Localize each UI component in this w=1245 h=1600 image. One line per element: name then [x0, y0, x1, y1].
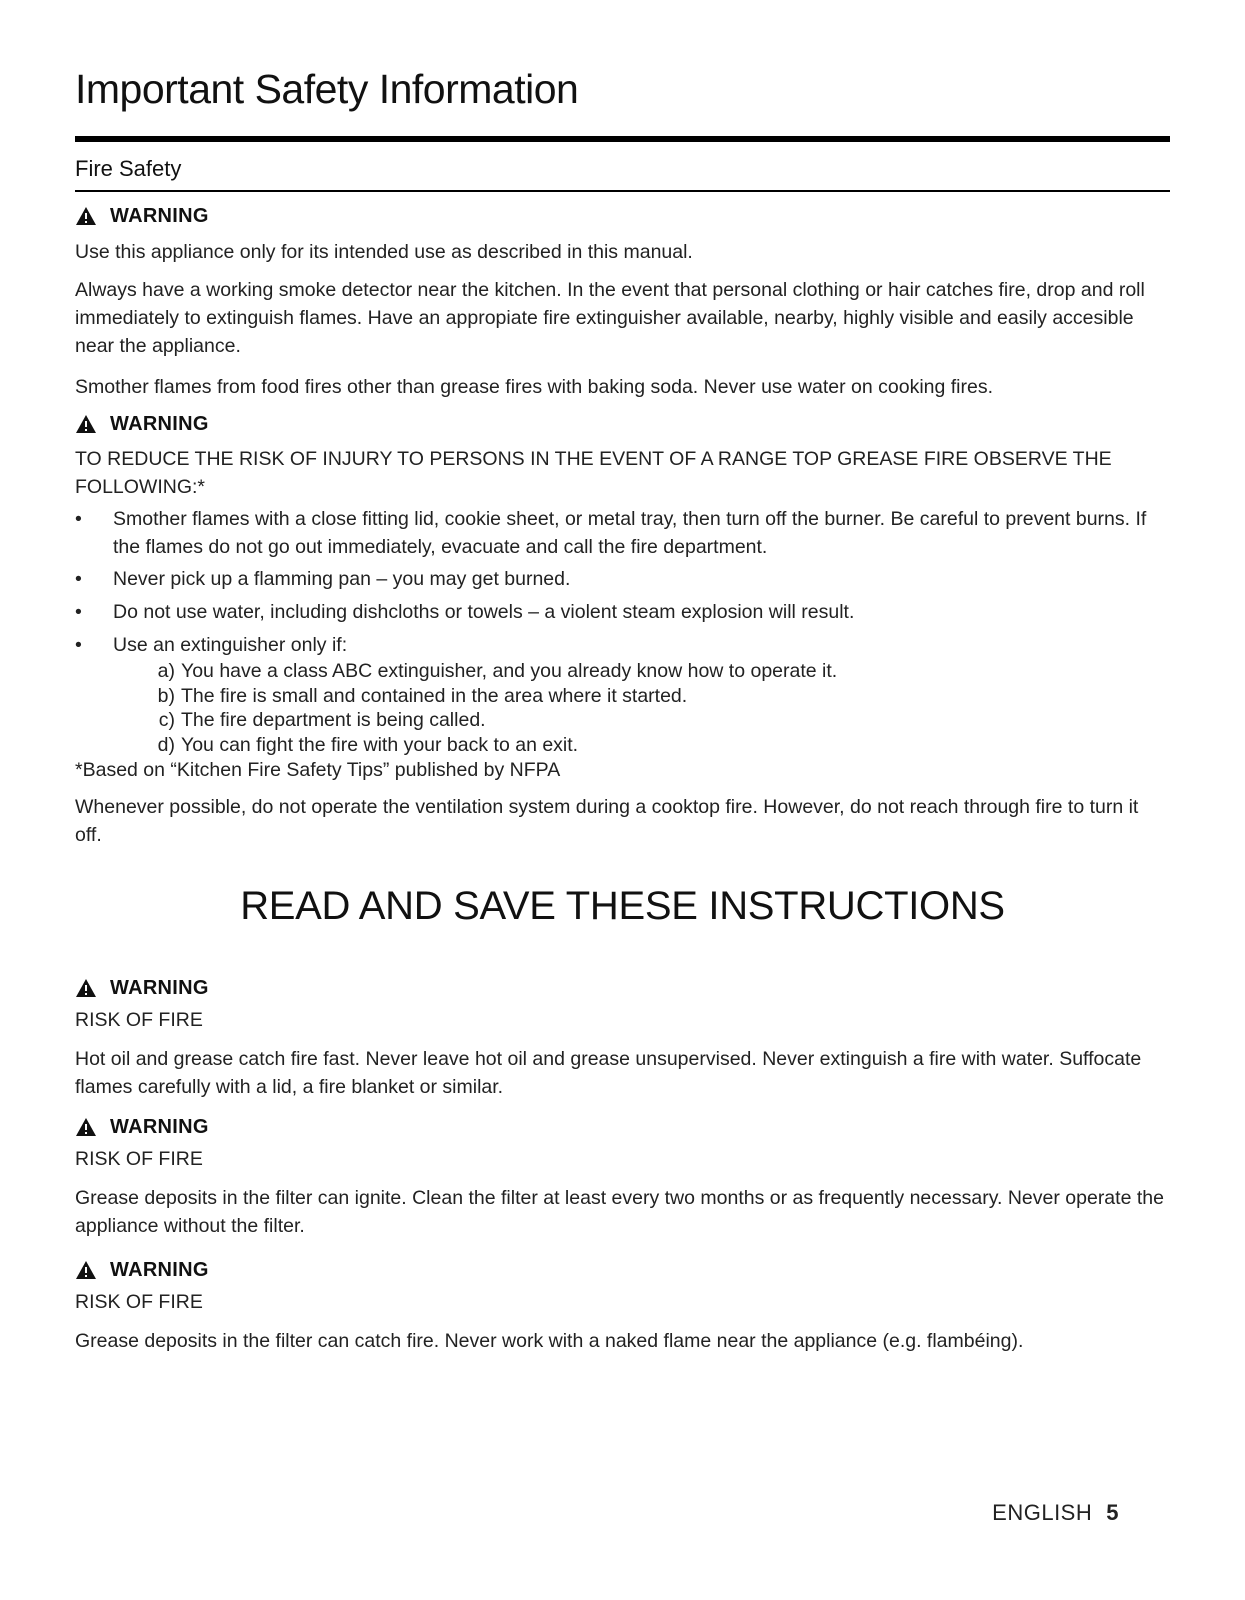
- list-item: • Use an extinguisher only if:: [75, 631, 1170, 659]
- paragraph: Grease deposits in the filter can catch fire. Never work with a naked flame near the appliance (e.g. flambéing).: [75, 1330, 1024, 1352]
- warning-triangle-icon: [75, 1117, 97, 1137]
- warning-intro: TO REDUCE THE RISK OF INJURY TO PERSONS IN THE EVENT OF A RANGE TOP GREASE FIRE OBSERVE THE FOLLOWING:*: [75, 448, 1112, 498]
- paragraph: Grease deposits in the filter can ignite. Clean the filter at least every two months or as frequently necessary. Never operate the appliance without the filter.: [75, 1187, 1164, 1237]
- risk-label: RISK OF FIRE: [75, 1291, 203, 1313]
- sub-list: [75, 659, 1170, 757]
- warning-triangle-icon: [75, 1260, 97, 1280]
- warning-block-3: [75, 976, 1170, 1101]
- page-title: Important Safety Information: [75, 66, 579, 112]
- warning-heading: [75, 1115, 1170, 1139]
- sub-list-text: You can fight the fire with your back to an exit.: [181, 733, 579, 756]
- risk-label: RISK OF FIRE: [75, 1009, 203, 1031]
- warning-label: WARNING: [110, 204, 209, 227]
- sub-list-item: [75, 659, 1170, 684]
- sub-list-item: [75, 684, 1170, 709]
- footer-language: ENGLISH: [992, 1500, 1093, 1525]
- bullet-list: [75, 505, 1170, 659]
- warning-heading: [75, 412, 1170, 436]
- warning-block-1: [75, 204, 1170, 401]
- section-divider: [75, 190, 1170, 192]
- page-number: 5: [1106, 1500, 1119, 1525]
- warning-label: WARNING: [110, 412, 209, 435]
- read-save-heading: READ AND SAVE THESE INSTRUCTIONS: [240, 884, 1005, 928]
- warning-heading: [75, 204, 1170, 228]
- warning-label: WARNING: [110, 1258, 209, 1281]
- risk-label: RISK OF FIRE: [75, 1148, 203, 1170]
- sub-list-text: The fire department is being called.: [181, 709, 486, 731]
- warning-block-4: [75, 1115, 1170, 1240]
- warning-label: WARNING: [110, 1115, 209, 1138]
- sub-list-key: a): [157, 660, 175, 682]
- title-divider: [75, 136, 1170, 142]
- warning-label: WARNING: [110, 976, 209, 999]
- sub-list-item: [75, 733, 1170, 758]
- warning-heading: [75, 976, 1170, 1000]
- sub-list-key: c): [158, 709, 175, 731]
- list-item: • Smother flames with a close fitting lid, cookie sheet, or metal tray, then turn off the burner. Be careful to prevent burns. If the flames do not go out immediately, evacuate and call the fire department.: [75, 505, 1170, 561]
- list-item: • Do not use water, including dishcloths or towels – a violent steam explosion will result.: [75, 598, 1170, 626]
- paragraph: Smother flames from food fires other than grease fires with baking soda. Never use water on cooking fires.: [75, 376, 994, 398]
- sub-list-text: The fire is small and contained in the area where it started.: [181, 684, 688, 707]
- warning-triangle-icon: [75, 978, 97, 998]
- paragraph: Hot oil and grease catch fire fast. Never leave hot oil and grease unsupervised. Never extinguish a fire with water. Suffocate flames carefully with a lid, a fire blanket or similar.: [75, 1048, 1142, 1098]
- sub-list-item: [75, 708, 1170, 733]
- warning-block-5: [75, 1258, 1170, 1355]
- warning-block-2: [75, 412, 1170, 849]
- sub-list-text: You have a class ABC extinguisher, and you already know how to operate it.: [181, 660, 838, 682]
- paragraph: Use this appliance only for its intended use as described in this manual.: [75, 241, 693, 263]
- warning-triangle-icon: [75, 414, 97, 434]
- warning-triangle-icon: [75, 206, 97, 226]
- warning-heading: [75, 1258, 1170, 1282]
- page-footer: [992, 1500, 1119, 1526]
- sub-list-key: d): [157, 733, 175, 756]
- paragraph: Always have a working smoke detector near the kitchen. In the event that personal clothing or hair catches fire, drop and roll immediately to extinguish flames. Have an appropiate fire extinguisher available, nearby, highly visible and easily accesible near the appliance.: [75, 279, 1145, 357]
- section-title: Fire Safety: [75, 156, 182, 181]
- footnote: *Based on “Kitchen Fire Safety Tips” published by NFPA: [75, 759, 561, 781]
- list-item: • Never pick up a flamming pan – you may get burned.: [75, 565, 1170, 593]
- sub-list-key: b): [157, 684, 175, 707]
- paragraph: Whenever possible, do not operate the ventilation system during a cooktop fire. However, do not reach through fire to turn it off.: [75, 796, 1139, 846]
